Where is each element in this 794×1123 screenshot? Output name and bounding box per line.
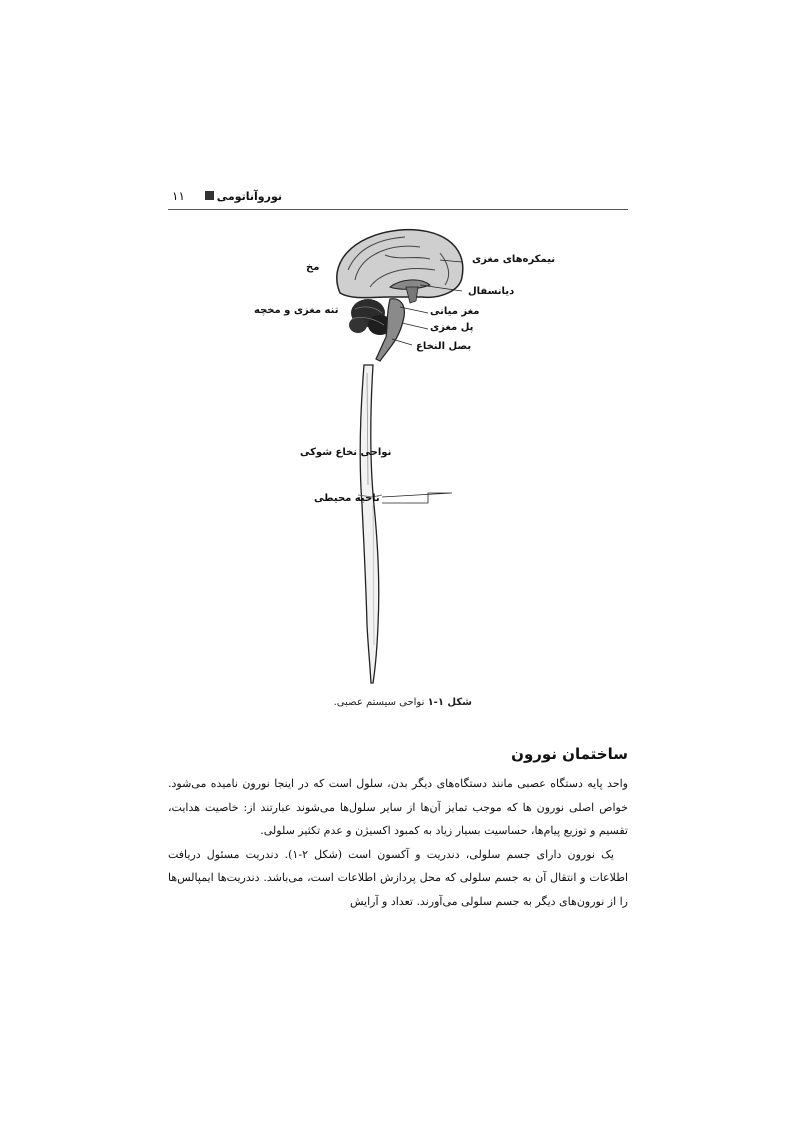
brain-drawing-icon	[337, 230, 463, 303]
caption-text: نواحی سیستم عصبی.	[333, 697, 425, 708]
label-medulla: بصل النخاع	[416, 341, 472, 352]
body-text	[168, 772, 628, 913]
square-ornament-icon	[205, 191, 214, 200]
page-number: ۱۱	[172, 189, 185, 203]
caption-number: شکل ۱-۱	[427, 697, 472, 708]
cerebellum-icon	[349, 299, 392, 335]
nervous-system-figure	[240, 225, 560, 685]
label-brain: مخ	[306, 262, 320, 273]
leader-medulla	[392, 339, 412, 345]
label-spinal-regions: نواحی نخاع شوکی	[300, 447, 392, 458]
running-head-title: نوروآناتومی	[216, 190, 282, 203]
label-midbrain: مغز میانی	[430, 306, 480, 317]
label-hemispheres: نیمکره‌های مغزی	[472, 254, 556, 265]
figure-caption	[240, 697, 472, 708]
leader-pons	[402, 323, 428, 329]
label-peripheral-region: ناحیه محیطی	[314, 493, 380, 504]
peripheral-bracket	[382, 493, 452, 503]
label-brainstem-cerebellum: تنه مغزی و مخچه	[254, 305, 339, 316]
section-title: ساختمان نورون	[511, 745, 628, 763]
label-pons: پل مغزی	[430, 322, 474, 333]
spinal-cord-icon	[358, 365, 382, 683]
running-head	[168, 186, 628, 208]
label-diencephalon: دیانسفال	[468, 286, 515, 297]
paragraph-2: یک نورون دارای جسم سلولی، دندریت و آکسون است (شکل ۲-۱). دندریت مسئول دریافت اطلاعات و انتقال آن به جسم سلولی که محل پردازش اطلاعات است، می‌باشد. دندریت‌ها ایمپالس‌ها را از نورون‌های دیگر به جسم سلولی می‌آورند. تعداد و آرایش	[168, 847, 628, 908]
paragraph-1: واحد پایه دستگاه عصبی مانند دستگاه‌های دیگر بدن، سلول است که در اینجا نورون نامیده می‌شود. خواص اصلی نورون ها که موجب تمایز آن‌ها از سایر سلول‌ها می‌شوند عبارتند از: خاصیت هدایت، تقسیم و توزیع پیام‌ها، حساسیت بسیار زیاد به کمبود اکسیژن و عدم تکثیر سلولی.	[168, 777, 628, 837]
header-rule	[168, 209, 628, 210]
